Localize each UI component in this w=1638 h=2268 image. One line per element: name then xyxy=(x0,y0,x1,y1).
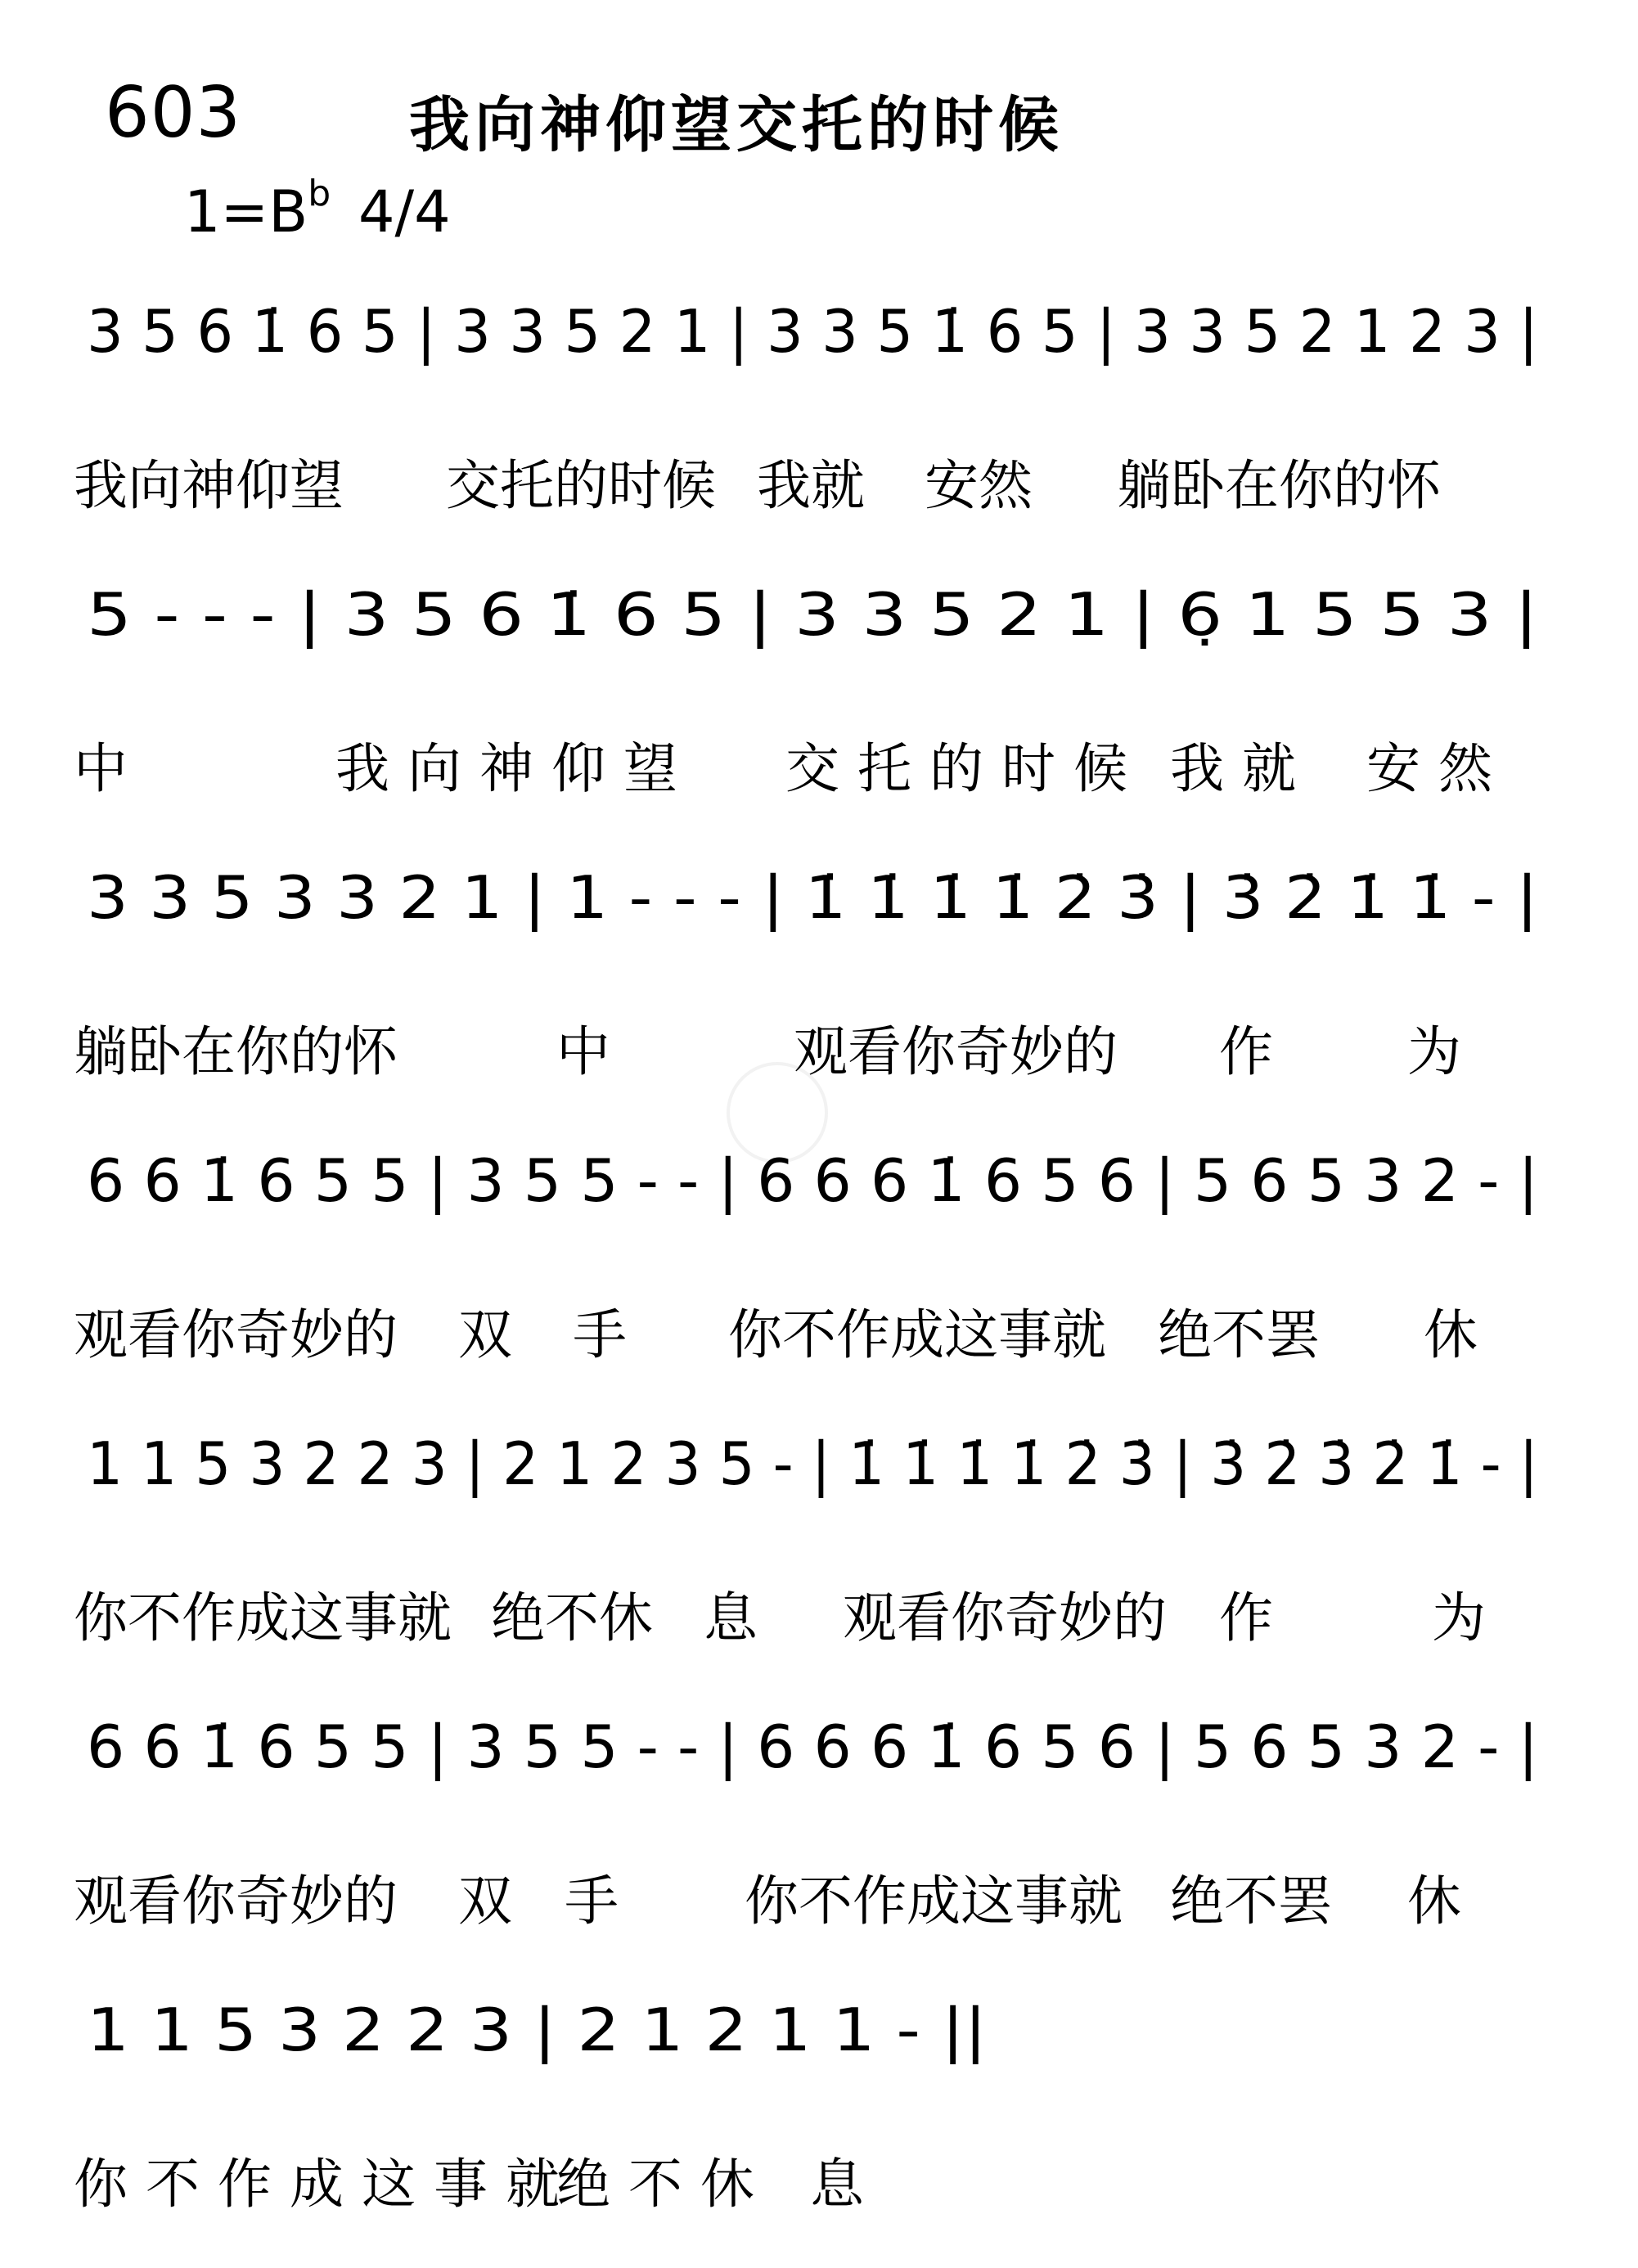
lyric-segment: 观看你奇妙的 xyxy=(794,1020,1118,1083)
notation-text: 3 3 5 3 3 2 1 | 1 - - - | 1̇ 1̇ 1̇ 1̇ 2̇ 3̇ | 3̇ 2̇ 1̇ 1̇ - | xyxy=(87,863,1394,932)
lyric-line xyxy=(74,1574,1546,1649)
lyric-line xyxy=(74,725,1546,800)
lyric-segment: 观看你奇妙的 xyxy=(843,1586,1167,1649)
lyric-segment: 手 xyxy=(573,1303,627,1366)
lyric-line xyxy=(74,442,1546,517)
lyric-segment: 观看你奇妙的 xyxy=(74,1870,398,1933)
lyric-line xyxy=(74,1857,1546,1933)
lyric-segment: 息 xyxy=(704,1586,758,1649)
lyric-segment: 双 xyxy=(458,1303,512,1366)
lyric-segment: 你不作成这事就 xyxy=(74,2153,578,2216)
lyric-line xyxy=(74,2140,1546,2216)
lyric-segment: 你不作成这事就 xyxy=(728,1303,1106,1366)
notation-line xyxy=(87,1996,987,2065)
lyric-segment: 为 xyxy=(1407,1020,1461,1083)
lyric-segment: 息 xyxy=(810,2153,864,2216)
lyric-segment: 手 xyxy=(565,1870,619,1933)
notation-line xyxy=(87,297,1572,367)
lyric-segment: 中 xyxy=(556,1020,610,1083)
lyric-segment: 休 xyxy=(1424,1303,1478,1366)
notation-text: 6 6 1̇ 6 5 5 | 3 5 5 - - | 6 6 6 1̇ 6 5 6 | 5 6 5 3 2 - | xyxy=(87,1146,1523,1215)
lyric-segment: 我就 xyxy=(1170,737,1314,800)
lyric-segment: 双 xyxy=(458,1870,512,1933)
notation-line xyxy=(87,580,1538,650)
hymn-title: 我向神仰望交托的时候 xyxy=(409,90,1064,160)
lyric-segment: 我向神仰望 xyxy=(74,454,344,517)
lyric-line xyxy=(74,1008,1546,1083)
lyric-segment: 我就 xyxy=(757,454,865,517)
lyric-segment: 绝不罢 xyxy=(1170,1870,1332,1933)
lyric-line xyxy=(74,1291,1546,1366)
key-accidental: b xyxy=(308,172,331,214)
lyric-segment: 安然 xyxy=(1366,737,1510,800)
time-signature: 4/4 xyxy=(358,178,451,245)
lyric-segment: 中 xyxy=(74,737,128,800)
lyric-segment: 作 xyxy=(1219,1020,1273,1083)
notation-line xyxy=(87,1146,1538,1216)
notation-text: 1 1 5 3 2 2 3 | 2 1 2 3 5 - | 1̇ 1̇ 1̇ 1̇ 2̇ 3̇ | 3̇ 2̇ 3̇ 2̇ 1̇ - | xyxy=(87,1429,1595,1498)
notation-text: 5 - - - | 3 5 6 1̇ 6 5 | 3 3 5 2 1 | 6̣ 1 5 5 3 | xyxy=(87,580,1298,649)
notation-line xyxy=(87,1429,1595,1499)
lyric-segment: 作 xyxy=(1219,1586,1273,1649)
hymn-number: 603 xyxy=(105,72,242,154)
lyric-segment: 交托的时候 xyxy=(446,454,716,517)
lyric-segment: 躺卧在你的怀 xyxy=(1117,454,1441,517)
lyric-segment: 我向神仰望 xyxy=(335,737,695,800)
notation-text: 1 1 5 3 2 2 3 | 2 1 2 1 1 - || xyxy=(87,1996,880,2064)
notation-line xyxy=(87,863,1538,933)
lyric-segment: 绝不罢 xyxy=(1158,1303,1320,1366)
lyric-segment: 为 xyxy=(1432,1586,1486,1649)
notation-text: 3 5 6 1̇ 6 5 | 3 3 5 2 1 | 3 3 5 1̇ 6 5 | 3 3 5 2 1 2 3 | xyxy=(87,297,1572,366)
lyric-segment: 交托的时候 xyxy=(785,737,1145,800)
notation-line xyxy=(87,1712,1538,1782)
lyric-segment: 绝不休 xyxy=(491,1586,653,1649)
lyric-segment: 安然 xyxy=(925,454,1033,517)
key-label: 1=B xyxy=(184,178,308,245)
lyric-segment: 休 xyxy=(1407,1870,1461,1933)
notation-text: 6 6 1̇ 6 5 5 | 3 5 5 - - | 6 6 6 1̇ 6 5 6 | 5 6 5 3 2 - | xyxy=(87,1712,1523,1781)
lyric-segment: 你不作成这事就 xyxy=(74,1586,452,1649)
lyric-segment: 绝不休 xyxy=(556,2153,772,2216)
lyric-segment: 躺卧在你的怀 xyxy=(74,1020,398,1083)
lyric-segment: 你不作成这事就 xyxy=(745,1870,1123,1933)
lyric-segment: 观看你奇妙的 xyxy=(74,1303,398,1366)
